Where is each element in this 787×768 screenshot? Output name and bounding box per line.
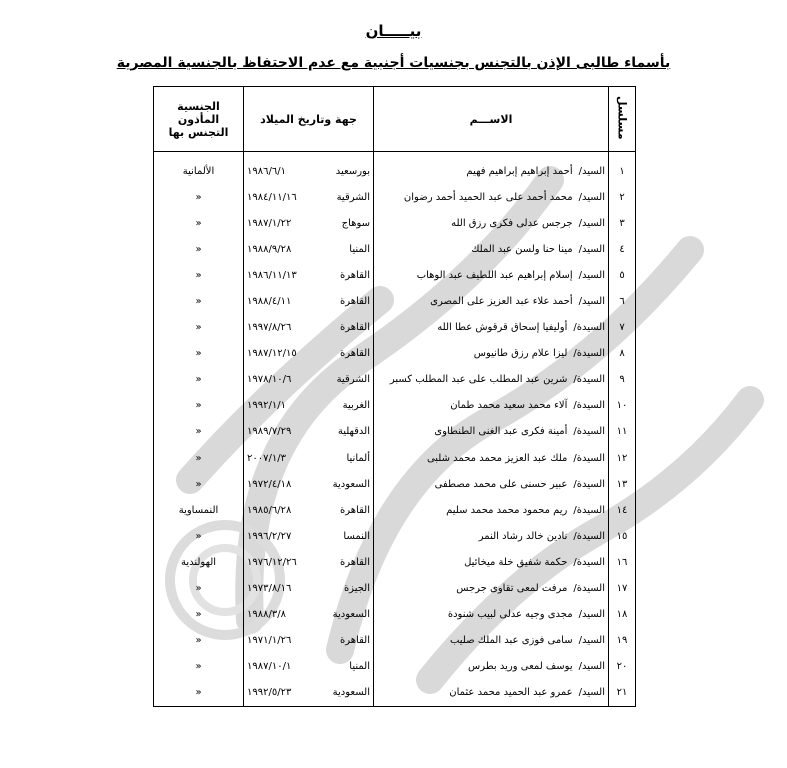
table-row [154,523,636,549]
row-name [374,445,609,471]
row-serial: ٨ [609,341,636,367]
row-serial: ١٩ [609,628,636,654]
table-row [154,445,636,471]
row-birth [244,497,374,523]
table-row [154,628,636,654]
row-full-name: مرفت لمعى تقاوى جرجس [456,583,568,595]
row-birth-place: السعودية [332,478,370,490]
row-birth-place: القاهرة [340,269,370,281]
row-title-prefix: السيدة/ [573,452,605,464]
row-birth [244,367,374,393]
table-row [154,602,636,628]
row-full-name: نادين خالد رشاد النمر [478,530,568,542]
row-full-name: شرين عبد المطلب على عبد المطلب كسبر [389,374,568,386]
row-name [374,152,609,185]
table-row [154,152,636,185]
row-birth-date: ٢٠٠٧/١/٣ [247,452,286,464]
row-birth-date: ١٩٧٨/١٠/٦ [247,374,292,386]
row-birth-place: السعودية [332,687,370,699]
row-name [374,549,609,575]
row-title-prefix: السيد/ [578,243,605,255]
table-row [154,393,636,419]
row-full-name: ملك عبد العزيز محمد محمد شلبى [426,452,568,464]
row-nationality: النمساوية [154,497,244,523]
row-full-name: إسلام إبراهيم عبد اللطيف عبد الوهاب [416,269,573,281]
row-name [374,654,609,680]
row-birth-place: الدقهلية [337,426,370,438]
row-name [374,184,609,210]
row-serial: ٤ [609,236,636,262]
header-serial: مسلسل [609,87,636,152]
row-nationality: الألمانية [154,152,244,185]
row-birth-place: القاهرة [340,504,370,516]
table-row [154,184,636,210]
row-birth-date: ١٩٨٧/١٠/١ [247,661,292,673]
row-birth-place: القاهرة [340,635,370,647]
row-nationality: « [154,315,244,341]
table-row [154,315,636,341]
row-birth-place: القاهرة [340,296,370,308]
row-nationality: الهولندية [154,549,244,575]
header-nationality: الجنسية المأذون التجنس بها [154,87,244,152]
row-full-name: آلاء محمد سعيد محمد طمان [450,400,568,412]
row-birth-place: القاهرة [340,322,370,334]
row-name [374,523,609,549]
row-nationality: « [154,523,244,549]
row-full-name: سامى فوزى عبد الملك صليب [449,635,573,647]
row-birth-date: ١٩٨٦/١١/١٣ [247,269,297,281]
row-birth [244,341,374,367]
row-birth-place: الغربية [342,400,370,412]
row-birth [244,523,374,549]
row-serial: ١٦ [609,549,636,575]
row-nationality: « [154,471,244,497]
row-full-name: مجدى وجيه عدلى لبيب شنودة [447,609,573,621]
table-row [154,341,636,367]
row-name [374,367,609,393]
table-row [154,497,636,523]
row-title-prefix: السيدة/ [573,583,605,595]
row-full-name: أمينة فكرى عبد الغنى الطنطاوى [434,426,568,438]
table-row [154,367,636,393]
row-birth-date: ١٩٨٧/١٢/١٥ [247,348,297,360]
row-birth-place: سوهاج [341,217,370,229]
row-name [374,210,609,236]
row-birth [244,236,374,262]
row-birth-place: ألمانيا [346,452,370,464]
table-row [154,654,636,680]
row-nationality: « [154,419,244,445]
row-birth-date: ١٩٨٨/٩/٢٨ [247,243,292,255]
row-birth [244,576,374,602]
row-title-prefix: السيدة/ [573,348,605,360]
row-birth-date: ١٩٩٦/٢/٢٧ [247,530,292,542]
row-birth-date: ١٩٨٨/٣/٨ [247,609,286,621]
row-birth-date: ١٩٧١/١/٢٦ [247,635,292,647]
row-full-name: عبير حسنى على محمد مصطفى [434,478,568,490]
row-title-prefix: السيد/ [578,217,605,229]
row-birth [244,680,374,707]
row-birth [244,210,374,236]
table-row [154,549,636,575]
row-birth-date: ١٩٧٢/٤/١٨ [247,478,292,490]
row-serial: ٢٠ [609,654,636,680]
table-row [154,471,636,497]
row-name [374,419,609,445]
row-serial: ١ [609,152,636,185]
table-header-row [154,87,636,152]
row-birth [244,602,374,628]
row-title-prefix: السيدة/ [573,556,605,568]
row-birth-date: ١٩٩٢/١/١ [247,400,286,412]
row-birth [244,471,374,497]
row-serial: ١٧ [609,576,636,602]
row-title-prefix: السيدة/ [573,322,605,334]
row-birth [244,445,374,471]
row-title-prefix: السيدة/ [573,504,605,516]
row-nationality: « [154,628,244,654]
row-full-name: أوليفيا إسحاق قرقوش عطا الله [437,322,568,334]
row-full-name: ريم محمود محمد محمد سليم [446,504,568,516]
table-row [154,262,636,288]
row-name [374,236,609,262]
row-nationality: « [154,602,244,628]
row-serial: ٥ [609,262,636,288]
row-title-prefix: السيدة/ [573,426,605,438]
row-serial: ١٤ [609,497,636,523]
row-full-name: أحمد علاء عبد العزيز على المصرى [430,296,573,308]
row-nationality: « [154,576,244,602]
row-nationality: « [154,445,244,471]
row-birth [244,184,374,210]
row-birth-date: ١٩٨٩/٧/٢٩ [247,426,292,438]
row-birth [244,628,374,654]
row-birth-date: ١٩٨٧/١/٢٢ [247,217,292,229]
row-full-name: محمد أحمد على عبد الحميد أحمد رضوان [403,191,573,203]
table-row [154,210,636,236]
row-nationality: « [154,341,244,367]
table-row [154,236,636,262]
table-row [154,576,636,602]
row-serial: ٧ [609,315,636,341]
row-nationality: « [154,680,244,707]
row-title-prefix: السيد/ [578,191,605,203]
row-birth [244,288,374,314]
row-birth [244,262,374,288]
row-birth-date: ١٩٨٦/٦/١ [247,165,286,177]
row-full-name: مينا حنا ولسن عبد الملك [471,243,573,255]
row-name [374,393,609,419]
row-title-prefix: السيدة/ [573,478,605,490]
row-name [374,262,609,288]
row-title-prefix: السيد/ [578,661,605,673]
row-serial: ١٣ [609,471,636,497]
row-full-name: حكمة شفيق خلة ميخائيل [464,556,568,568]
row-nationality: « [154,288,244,314]
document-title: بيـــــان [365,22,422,40]
row-full-name: ليزا علام رزق طانيوس [473,348,568,360]
row-birth-date: ١٩٨٥/٦/٢٨ [247,504,292,516]
row-serial: ٩ [609,367,636,393]
row-birth-place: المنيا [349,661,370,673]
row-title-prefix: السيد/ [578,635,605,647]
row-birth-place: السعودية [332,609,370,621]
row-birth-date: ١٩٨٨/٤/١١ [247,296,292,308]
row-birth-date: ١٩٧٦/١٢/٢٦ [247,556,297,568]
row-title-prefix: السيد/ [578,269,605,281]
row-birth [244,419,374,445]
row-title-prefix: السيد/ [578,687,605,699]
row-name [374,680,609,707]
row-title-prefix: السيد/ [578,296,605,308]
row-birth-date: ١٩٧٣/٨/١٦ [247,583,292,595]
table-row [154,419,636,445]
row-full-name: عمرو عبد الحميد محمد عثمان [449,687,573,699]
row-birth-place: النمسا [343,530,370,542]
row-full-name: أحمد إبراهيم إبراهيم فهيم [466,165,573,177]
table-row [154,680,636,707]
row-nationality: « [154,367,244,393]
row-birth [244,152,374,185]
row-birth [244,654,374,680]
row-birth [244,393,374,419]
row-full-name: جرجس عدلى فكرى رزق الله [451,217,573,229]
row-serial: ١٨ [609,602,636,628]
row-birth-date: ١٩٨٤/١١/١٦ [247,191,297,203]
table-row [154,288,636,314]
row-title-prefix: السيدة/ [573,374,605,386]
row-name [374,315,609,341]
row-serial: ١٥ [609,523,636,549]
row-name [374,341,609,367]
row-title-prefix: السيد/ [578,165,605,177]
row-nationality: « [154,184,244,210]
row-nationality: « [154,210,244,236]
row-birth-place: القاهرة [340,556,370,568]
row-birth [244,315,374,341]
row-title-prefix: السيدة/ [573,400,605,412]
row-title-prefix: السيدة/ [573,530,605,542]
row-serial: ١٠ [609,393,636,419]
row-birth-place: الشرقية [336,374,370,386]
row-name [374,471,609,497]
row-title-prefix: السيد/ [578,609,605,621]
row-name [374,576,609,602]
document-subtitle: بأسماء طالبى الإذن بالتجنس بجنسيات أجنبية مع عدم الاحتفاظ بالجنسية المصرية [116,55,671,71]
row-serial: ٢ [609,184,636,210]
row-nationality: « [154,393,244,419]
row-nationality: « [154,262,244,288]
row-birth-place: بورسعيد [335,165,370,177]
row-birth-place: القاهرة [340,348,370,360]
row-name [374,497,609,523]
row-serial: ٢١ [609,680,636,707]
row-name [374,628,609,654]
row-birth-date: ١٩٩٧/٨/٢٦ [247,322,292,334]
row-nationality: « [154,236,244,262]
header-name: الاســـم [374,87,609,152]
row-serial: ١١ [609,419,636,445]
row-name [374,602,609,628]
row-full-name: يوسف لمعى وريد بطرس [468,661,573,673]
row-birth-place: الشرقية [336,191,370,203]
row-birth-place: الجيزة [343,583,370,595]
row-serial: ١٢ [609,445,636,471]
row-serial: ٦ [609,288,636,314]
row-birth-place: المنيا [349,243,370,255]
header-birth: جهة وتاريخ الميلاد [244,87,374,152]
row-birth [244,549,374,575]
row-birth-date: ١٩٩٢/٥/٢٣ [247,687,292,699]
row-nationality: « [154,654,244,680]
row-name [374,288,609,314]
row-serial: ٣ [609,210,636,236]
applicants-table [153,86,636,707]
